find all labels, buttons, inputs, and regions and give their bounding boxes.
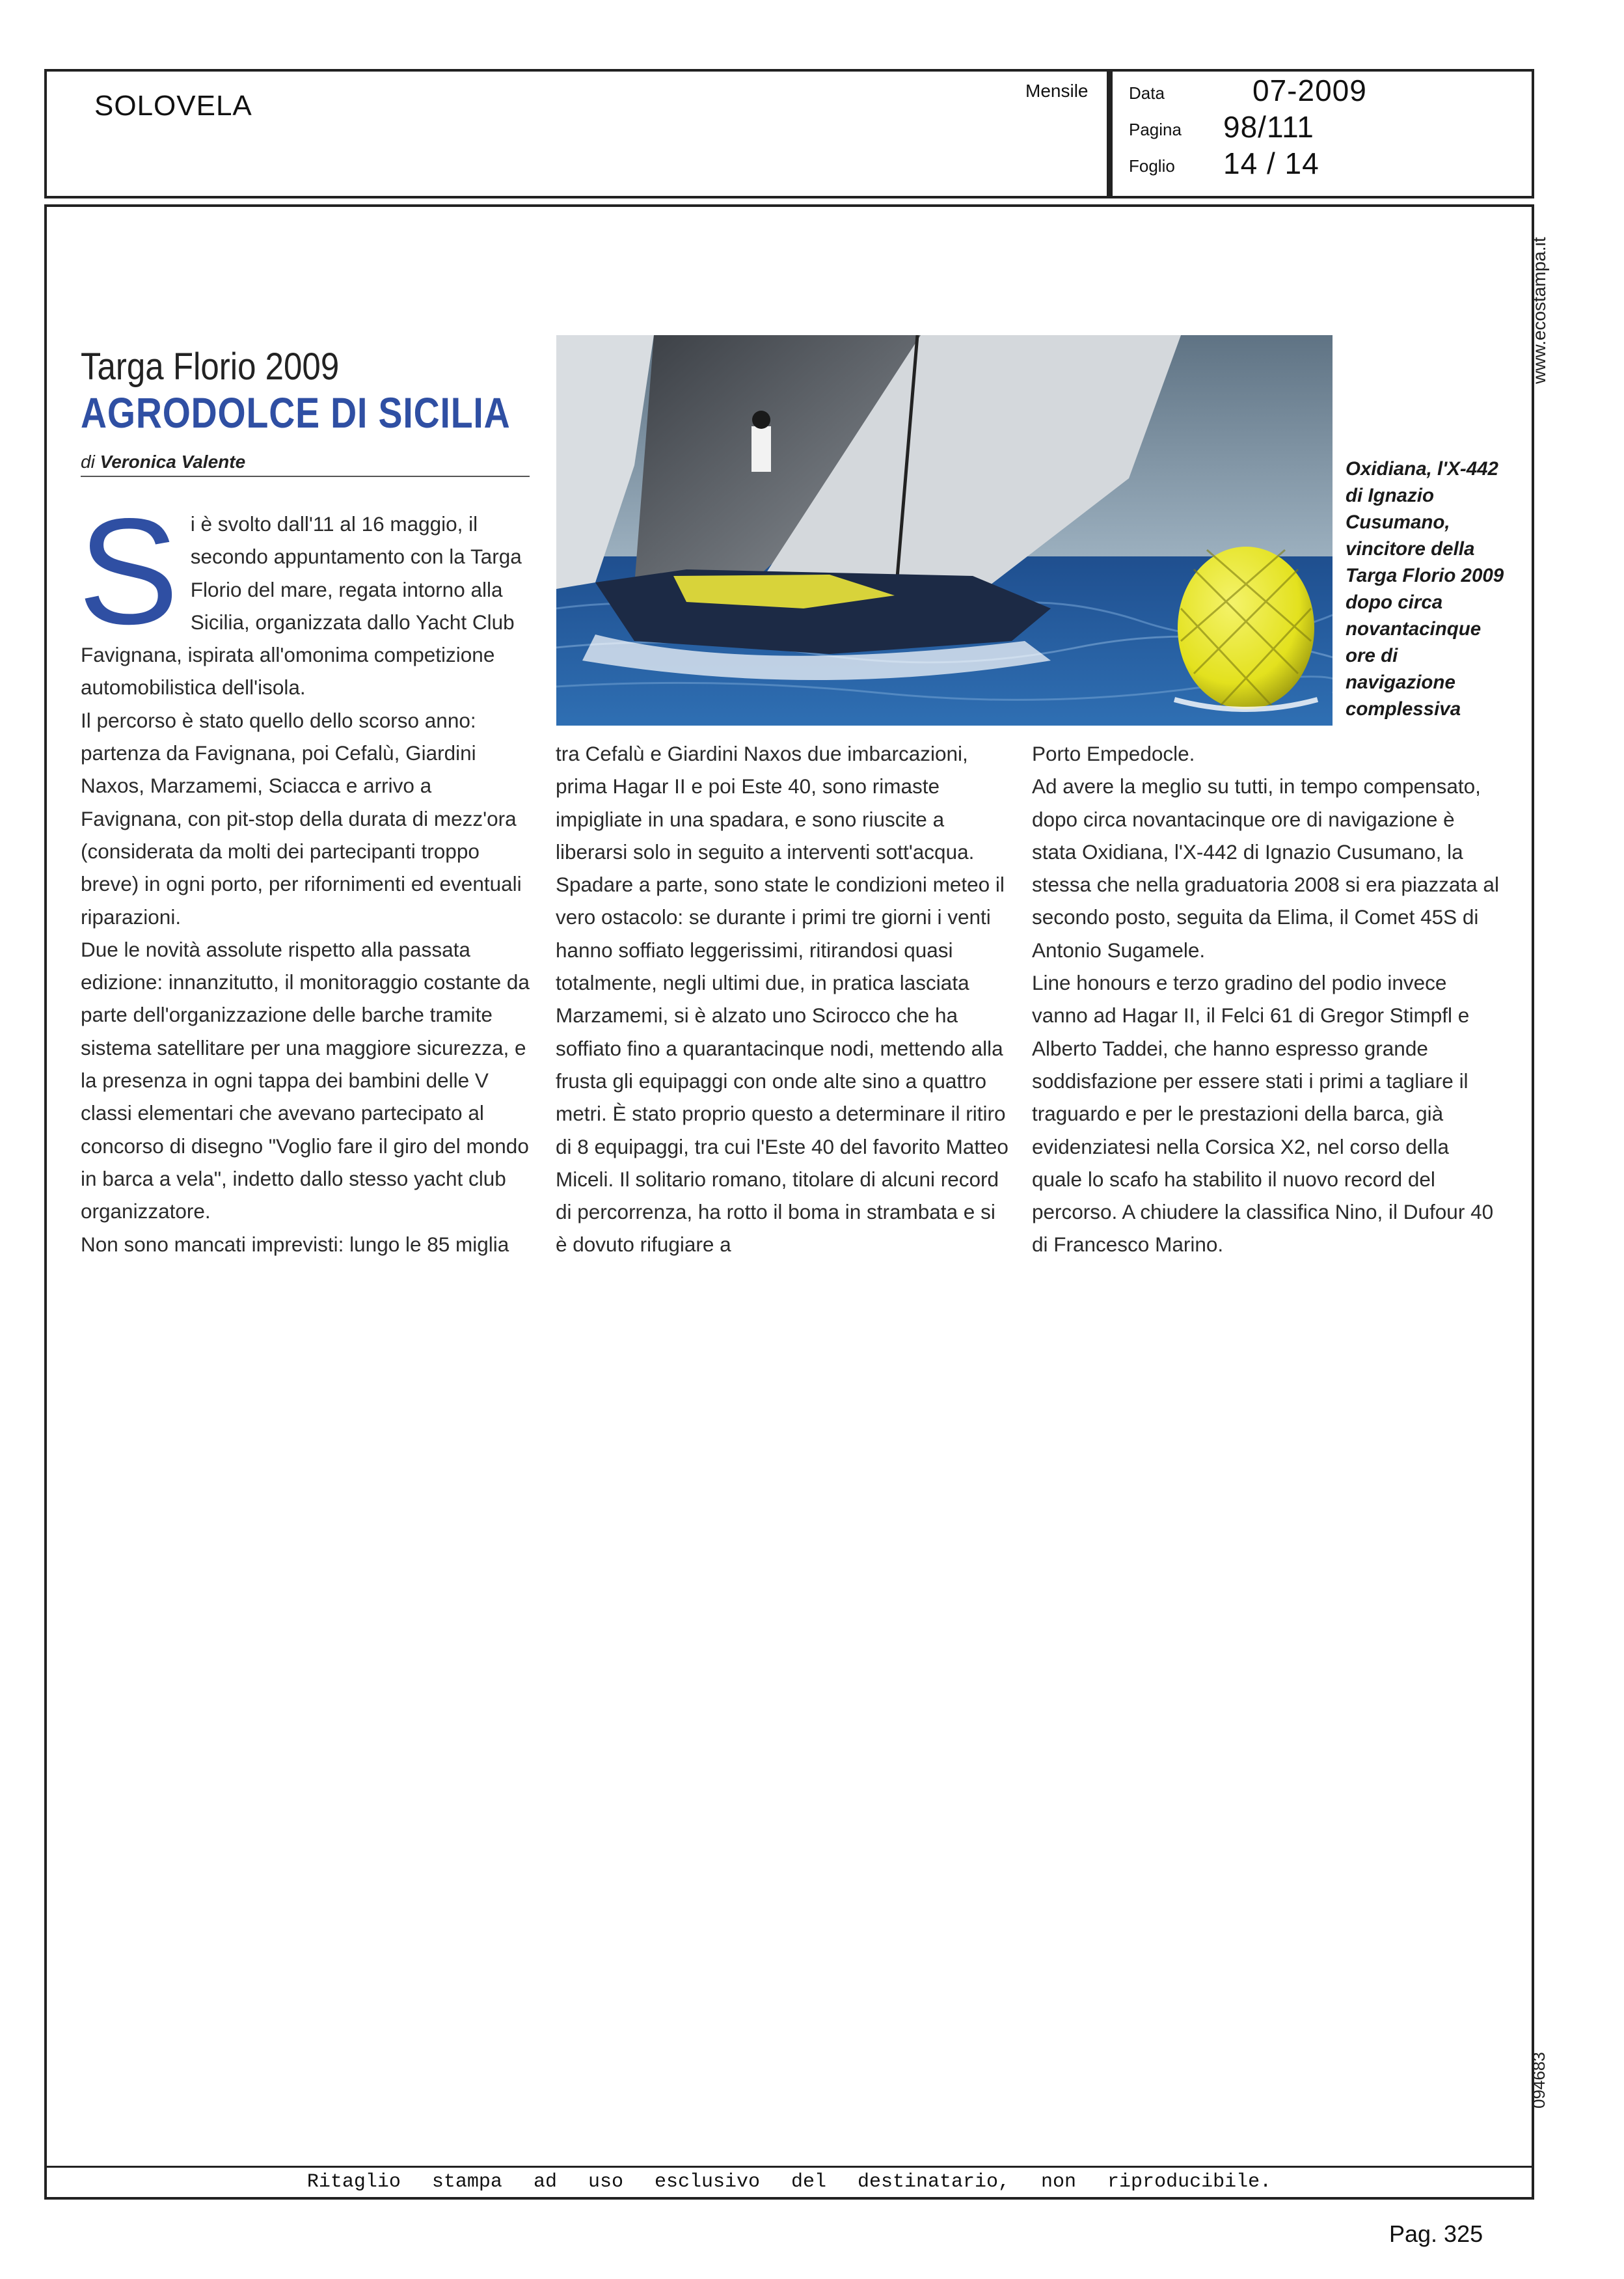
article-column-2	[556, 737, 1011, 1261]
paragraph: Non sono mancati imprevisti: lungo le 85 miglia	[81, 1232, 509, 1256]
paragraph: tra Cefalù e Giardini Naxos due imbarcazioni, prima Hagar II e poi Este 40, sono rimaste impigliate in una spadara, e sono riuscite a liberarsi solo in seguito a interventi sott'acqua. Spadare a parte, sono state le condizioni meteo il vero ostacolo: se durante i primi tre giorni i venti hanno soffiato leggerissimi, ritirandosi quasi totalmente, negli ultimi due, in pratica lasciata Marzamemi, si è alzato uno Scirocco che ha soffiato fino a quarantacinque nodi, mettendo alla frusta gli equipaggi con onde alte sino a quattro metri. È stato proprio questo a determinare il ritiro di 8 equipaggi, tra cui l'Este 40 del favorito Matteo Miceli. Il solitario romano, titolare di alcuni record di percorrenza, ha rotto il boma in strambata e si è dovuto rifugiare a	[556, 742, 1008, 1257]
publication-frequency: Mensile	[1025, 81, 1089, 101]
meta-value-date: 07-2009	[1252, 74, 1367, 107]
article-headline: AGRODOLCE DI SICILIA	[81, 389, 511, 437]
meta-value-page: 98/111	[1223, 110, 1314, 144]
drop-cap: S	[78, 487, 179, 656]
article-column-3	[1032, 737, 1500, 1261]
header-box	[44, 69, 1109, 198]
article-byline	[81, 452, 245, 472]
sailboat-photo	[556, 335, 1333, 726]
page-number: Pag. 325	[1389, 2220, 1483, 2247]
side-website: www.ecostampa.it	[1529, 237, 1549, 384]
byline-prefix: di	[81, 452, 95, 472]
paragraph: i è svolto dall'11 al 16 maggio, il secondo appuntamento con la Targa Florio del mare, regata intorno alla Sicilia, organizzata dallo Yacht Club Favignana, ispirata all'omonima competizione automobilistica dell'isola.	[81, 512, 522, 700]
footer-rule	[47, 2166, 1532, 2168]
meta-label-date: Data	[1129, 83, 1165, 103]
paragraph: Porto Empedocle.	[1032, 742, 1195, 765]
byline-author: Veronica Valente	[100, 452, 246, 472]
paragraph: Il percorso è stato quello dello scorso anno: partenza da Favignana, poi Cefalù, Giardini Naxos, Marzamemi, Sciacca e arrivo a Favignana, con pit-stop della durata di mezz'ora (considerata da molti dei partecipanti troppo breve) in ogni porto, per rifornimenti ed eventuali riparazioni.	[81, 708, 522, 929]
paragraph: Ad avere la meglio su tutti, in tempo compensato, dopo circa novantacinque ore di navigazione è stata Oxidiana, l'X-442 di Ignazio Cusumano, la stessa che nella graduatoria 2008 si era piazzata al secondo posto, seguita da Elima, il Comet 45S di Antonio Sugamele.	[1032, 774, 1499, 962]
photo-caption: Oxidiana, l'X-442 di Ignazio Cusumano, vincitore della Targa Florio 2009 dopo circa novantacinque ore di navigazione complessiva	[1346, 458, 1504, 720]
meta-label-sheet: Foglio	[1129, 156, 1175, 176]
meta-label-page: Pagina	[1129, 120, 1182, 139]
article-kicker: Targa Florio 2009	[81, 346, 340, 388]
side-code: 094683	[1529, 2052, 1549, 2108]
paragraph: Due le novità assolute rispetto alla passata edizione: innanzitutto, il monitoraggio costante da parte dell'organizzazione delle barche tramite sistema satellitare per una maggiore sicurezza, e la presenza in ogni tappa dei bambini delle V classi elementari che avevano partecipato al concorso di disegno "Voglio fare il giro del mondo in barca a vela", indetto dallo stesso yacht club organizzatore.	[81, 937, 530, 1223]
byline-rule	[81, 476, 530, 477]
article-column-1	[78, 487, 530, 1261]
meta-value-sheet: 14 / 14	[1223, 146, 1320, 180]
paragraph: Line honours e terzo gradino del podio invece vanno ad Hagar II, il Felci 61 di Gregor Stimpfl e Alberto Taddei, che hanno espresso grande soddisfazione per essere stati i primi a tagliare il traguardo e per le prestazioni della barca, già evidenziatesi nella Corsica X2, nel corso della quale lo scafo ha stabilito il nuovo record del percorso. A chiudere la classifica Nino, il Dufour 40 di Francesco Marino.	[1032, 971, 1494, 1257]
footer-notice: Ritaglio stampa ad uso esclusivo del destinatario, non riproducibile.	[306, 2171, 1272, 2193]
publication-name: SOLOVELA	[94, 90, 252, 122]
sailboat-illustration	[556, 335, 1333, 726]
